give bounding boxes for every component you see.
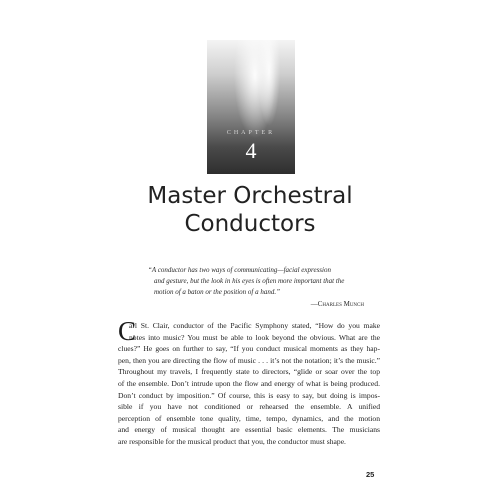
body-line: of the ensemble. Don’t intrude upon the flow and energy of what is being produced.: [118, 378, 380, 388]
body-line: notes into music? You must be able to look beyond the obvious. What are the: [129, 332, 380, 342]
epigraph: [148, 265, 363, 298]
chapter-banner: [207, 40, 295, 174]
page-number: 25: [366, 470, 375, 479]
body-line: Throughout my travels, I frequently state to directors, “glide or soar over the top: [118, 367, 380, 377]
epigraph-line: “A conductor has two ways of communicating—facial expression: [148, 266, 331, 274]
drop-cap: C: [118, 316, 137, 346]
body-line: perception of ensemble tone quality, time, tempo, dynamics, and the motion: [118, 413, 380, 423]
chapter-label: CHAPTER: [226, 130, 276, 136]
body-line: clues?” He goes on further to say, “If you conduct musical moments as they hap-: [118, 344, 380, 354]
body-line: sible if you have not conditioned or rehearsed the ensemble. A unified: [118, 402, 380, 412]
page-title: [60, 182, 440, 238]
epigraph-attribution: —Charles Munch: [310, 300, 364, 308]
body-line: pen, then you are directing the flow of music . . . it’s not the notation; it’s the music.”: [118, 355, 380, 365]
epigraph-line: and gesture, but the look in his eyes is often more important that the: [154, 277, 345, 285]
body-line: arl St. Clair, conductor of the Pacific Symphony stated, “How do you make: [129, 321, 380, 330]
title-line-2: Conductors: [184, 211, 316, 237]
body-line: Don’t conduct by imposition.” Of course, this is easy to say, but doing is impos-: [118, 390, 380, 400]
body-line: are responsible for the musical product that you, the conductor must shape.: [118, 436, 346, 446]
epigraph-line: motion of a baton or the position of a hand.”: [154, 288, 281, 296]
body-line: and energy of musical thought are essential basic elements. The musicians: [118, 425, 380, 435]
body-paragraph: [118, 316, 380, 448]
title-line-1: Master Orchestral: [147, 183, 353, 209]
chapter-number: 4: [245, 138, 257, 163]
